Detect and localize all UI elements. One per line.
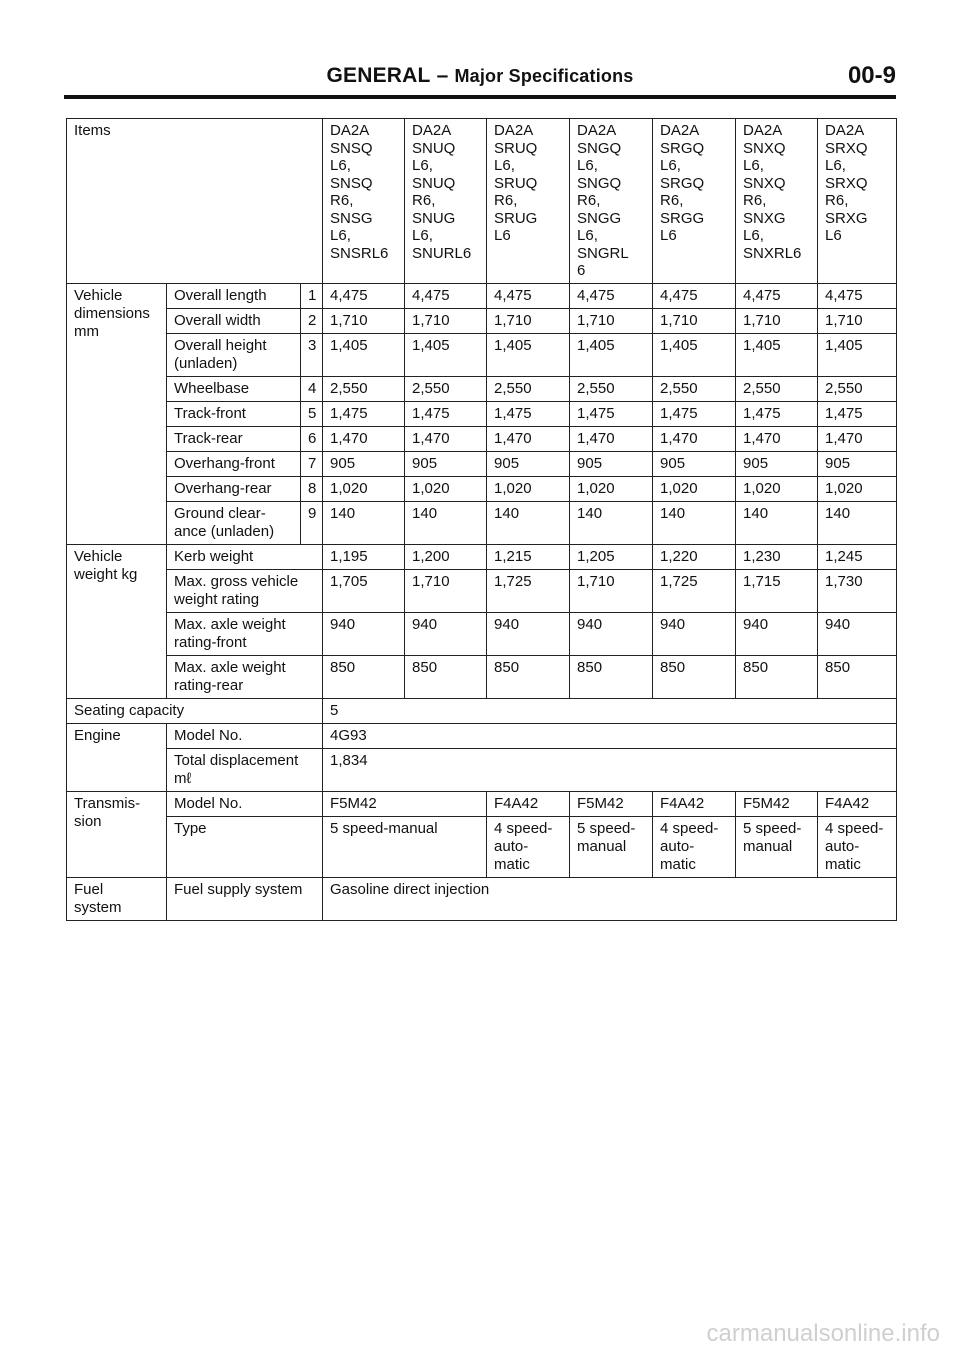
cell-value: 140 xyxy=(653,501,736,544)
cell-value: 1,715 xyxy=(736,569,818,612)
cell-value: 1,020 xyxy=(405,476,487,501)
row-label: Model No. xyxy=(167,723,323,748)
title-dash: – xyxy=(436,64,449,87)
cell-value: 2,550 xyxy=(818,376,897,401)
row-label: Overall width xyxy=(167,308,301,333)
cell-value: 940 xyxy=(487,612,570,655)
cell-value: 905 xyxy=(570,451,653,476)
cell-value: F4A42 xyxy=(487,791,570,816)
cell-value: 1,470 xyxy=(487,426,570,451)
row-label: Max. gross vehicle weight rating xyxy=(167,569,323,612)
table-row xyxy=(67,723,897,748)
model-column-header: DA2A SRUQ L6, SRUQ R6, SRUG L6 xyxy=(487,119,570,284)
row-label: Kerb weight xyxy=(167,544,323,569)
row-label: Track-front xyxy=(167,401,301,426)
row-number: 4 xyxy=(301,376,323,401)
cell-value: 905 xyxy=(405,451,487,476)
cell-value: 5 speed-manual xyxy=(323,816,487,877)
page-number: 00-9 xyxy=(847,62,896,89)
cell-value: 4,475 xyxy=(570,283,653,308)
cell-value: 1,405 xyxy=(653,333,736,376)
cell-value: 850 xyxy=(736,655,818,698)
cell-value: 4 speed- auto- matic xyxy=(653,816,736,877)
table-row xyxy=(67,791,897,816)
header-rule xyxy=(64,95,896,99)
model-column-header: DA2A SRXQ L6, SRXQ R6, SRXG L6 xyxy=(818,119,897,284)
cell-value: 850 xyxy=(405,655,487,698)
subsection-title: Major Specifications xyxy=(454,66,634,86)
cell-value: 4,475 xyxy=(323,283,405,308)
engine-model-value: 4G93 xyxy=(323,723,897,748)
model-column-header: DA2A SRGQ L6, SRGQ R6, SRGG L6 xyxy=(653,119,736,284)
cell-value: 940 xyxy=(323,612,405,655)
cell-value: 1,215 xyxy=(487,544,570,569)
cell-value: 1,405 xyxy=(570,333,653,376)
watermark: carmanualsonline.info xyxy=(706,1320,940,1347)
table-row xyxy=(67,569,897,612)
row-number: 8 xyxy=(301,476,323,501)
model-column-header: DA2A SNGQ L6, SNGQ R6, SNGG L6, SNGRL 6 xyxy=(570,119,653,284)
cell-value: 4,475 xyxy=(405,283,487,308)
cell-value: 1,245 xyxy=(818,544,897,569)
section-title: GENERAL xyxy=(326,64,431,87)
items-header: Items xyxy=(67,119,323,284)
cell-value: 850 xyxy=(487,655,570,698)
cell-value: 1,710 xyxy=(405,569,487,612)
row-number: 1 xyxy=(301,283,323,308)
cell-value: 940 xyxy=(653,612,736,655)
row-number: 5 xyxy=(301,401,323,426)
model-column-header: DA2A SNUQ L6, SNUQ R6, SNUG L6, SNURL6 xyxy=(405,119,487,284)
seating-capacity-value: 5 xyxy=(323,698,897,723)
cell-value: F4A42 xyxy=(653,791,736,816)
cell-value: 2,550 xyxy=(487,376,570,401)
cell-value: 1,220 xyxy=(653,544,736,569)
table-row xyxy=(67,698,897,723)
table-row xyxy=(67,544,897,569)
cell-value: 2,550 xyxy=(736,376,818,401)
cell-value: 1,730 xyxy=(818,569,897,612)
cell-value: 905 xyxy=(653,451,736,476)
table-row xyxy=(67,376,897,401)
cell-value: 1,475 xyxy=(323,401,405,426)
fuel-system-value: Gasoline direct injection xyxy=(323,877,897,920)
row-label: Ground clear- ance (unladen) xyxy=(167,501,301,544)
cell-value: 1,725 xyxy=(487,569,570,612)
cell-value: 1,020 xyxy=(487,476,570,501)
cell-value: 850 xyxy=(818,655,897,698)
row-label: Overhang-rear xyxy=(167,476,301,501)
row-label: Type xyxy=(167,816,323,877)
page-title xyxy=(64,64,896,88)
cell-value: 1,405 xyxy=(405,333,487,376)
row-label: Wheelbase xyxy=(167,376,301,401)
cell-value: 140 xyxy=(570,501,653,544)
specifications-table xyxy=(66,118,897,921)
cell-value: F5M42 xyxy=(323,791,487,816)
row-label: Total displacement mℓ xyxy=(167,748,323,791)
table-row xyxy=(67,748,897,791)
cell-value: 1,470 xyxy=(323,426,405,451)
cell-value: 1,725 xyxy=(653,569,736,612)
cell-value: 1,405 xyxy=(323,333,405,376)
cell-value: 1,710 xyxy=(487,308,570,333)
group-transmission: Transmis- sion xyxy=(67,791,167,877)
cell-value: 1,470 xyxy=(405,426,487,451)
cell-value: 1,475 xyxy=(487,401,570,426)
cell-value: 905 xyxy=(323,451,405,476)
cell-value: 1,020 xyxy=(323,476,405,501)
cell-value: 2,550 xyxy=(570,376,653,401)
cell-value: 4,475 xyxy=(736,283,818,308)
cell-value: 1,475 xyxy=(653,401,736,426)
cell-value: 1,710 xyxy=(570,308,653,333)
cell-value: 5 speed- manual xyxy=(736,816,818,877)
cell-value: 1,205 xyxy=(570,544,653,569)
cell-value: 940 xyxy=(570,612,653,655)
table-row xyxy=(67,426,897,451)
row-number: 6 xyxy=(301,426,323,451)
cell-value: F5M42 xyxy=(736,791,818,816)
cell-value: 1,475 xyxy=(736,401,818,426)
cell-value: 1,705 xyxy=(323,569,405,612)
table-row xyxy=(67,877,897,920)
cell-value: 1,710 xyxy=(323,308,405,333)
table-row xyxy=(67,308,897,333)
cell-value: 1,470 xyxy=(570,426,653,451)
cell-value: 4,475 xyxy=(818,283,897,308)
table-row xyxy=(67,612,897,655)
row-number: 3 xyxy=(301,333,323,376)
row-number: 2 xyxy=(301,308,323,333)
engine-displacement-value: 1,834 xyxy=(323,748,897,791)
table-row xyxy=(67,401,897,426)
cell-value: 140 xyxy=(487,501,570,544)
group-engine: Engine xyxy=(67,723,167,791)
table-header-row xyxy=(67,119,897,284)
model-column-header: DA2A SNXQ L6, SNXQ R6, SNXG L6, SNXRL6 xyxy=(736,119,818,284)
cell-value: 2,550 xyxy=(653,376,736,401)
cell-value: 4 speed- auto- matic xyxy=(818,816,897,877)
cell-value: F4A42 xyxy=(818,791,897,816)
cell-value: 2,550 xyxy=(405,376,487,401)
cell-value: 140 xyxy=(818,501,897,544)
cell-value: 140 xyxy=(323,501,405,544)
table-row xyxy=(67,816,897,877)
cell-value: 1,405 xyxy=(487,333,570,376)
row-number: 7 xyxy=(301,451,323,476)
row-label: Max. axle weight rating-rear xyxy=(167,655,323,698)
cell-value: 140 xyxy=(405,501,487,544)
cell-value: 905 xyxy=(487,451,570,476)
cell-value: 4 speed- auto- matic xyxy=(487,816,570,877)
cell-value: 1,710 xyxy=(570,569,653,612)
group-vehicle-weight: Vehicle weight kg xyxy=(67,544,167,698)
cell-value: 5 speed- manual xyxy=(570,816,653,877)
cell-value: 4,475 xyxy=(487,283,570,308)
cell-value: 850 xyxy=(323,655,405,698)
row-label: Track-rear xyxy=(167,426,301,451)
cell-value: 1,230 xyxy=(736,544,818,569)
seating-capacity-label: Seating capacity xyxy=(67,698,323,723)
cell-value: 1,195 xyxy=(323,544,405,569)
cell-value: 1,475 xyxy=(818,401,897,426)
cell-value: 850 xyxy=(653,655,736,698)
page-header xyxy=(64,62,896,94)
cell-value: 1,020 xyxy=(736,476,818,501)
model-column-header: DA2A SNSQ L6, SNSQ R6, SNSG L6, SNSRL6 xyxy=(323,119,405,284)
cell-value: F5M42 xyxy=(570,791,653,816)
cell-value: 905 xyxy=(818,451,897,476)
row-label: Max. axle weight rating-front xyxy=(167,612,323,655)
cell-value: 940 xyxy=(405,612,487,655)
table-row xyxy=(67,333,897,376)
cell-value: 1,470 xyxy=(653,426,736,451)
cell-value: 1,475 xyxy=(570,401,653,426)
cell-value: 1,470 xyxy=(736,426,818,451)
group-vehicle-dimensions: Vehicle dimensions mm xyxy=(67,283,167,544)
cell-value: 2,550 xyxy=(323,376,405,401)
cell-value: 1,470 xyxy=(818,426,897,451)
cell-value: 1,200 xyxy=(405,544,487,569)
cell-value: 1,710 xyxy=(818,308,897,333)
row-label: Overhang-front xyxy=(167,451,301,476)
cell-value: 905 xyxy=(736,451,818,476)
cell-value: 1,405 xyxy=(736,333,818,376)
table-row xyxy=(67,501,897,544)
row-number: 9 xyxy=(301,501,323,544)
group-fuel-system: Fuel system xyxy=(67,877,167,920)
cell-value: 940 xyxy=(736,612,818,655)
cell-value: 1,710 xyxy=(653,308,736,333)
row-label: Model No. xyxy=(167,791,323,816)
table-row xyxy=(67,283,897,308)
table-row xyxy=(67,476,897,501)
table-row xyxy=(67,655,897,698)
row-label: Overall length xyxy=(167,283,301,308)
row-label: Overall height (unladen) xyxy=(167,333,301,376)
cell-value: 140 xyxy=(736,501,818,544)
cell-value: 4,475 xyxy=(653,283,736,308)
cell-value: 1,475 xyxy=(405,401,487,426)
cell-value: 850 xyxy=(570,655,653,698)
cell-value: 1,710 xyxy=(736,308,818,333)
table-row xyxy=(67,451,897,476)
cell-value: 940 xyxy=(818,612,897,655)
cell-value: 1,405 xyxy=(818,333,897,376)
cell-value: 1,020 xyxy=(570,476,653,501)
cell-value: 1,710 xyxy=(405,308,487,333)
cell-value: 1,020 xyxy=(818,476,897,501)
cell-value: 1,020 xyxy=(653,476,736,501)
row-label: Fuel supply system xyxy=(167,877,323,920)
